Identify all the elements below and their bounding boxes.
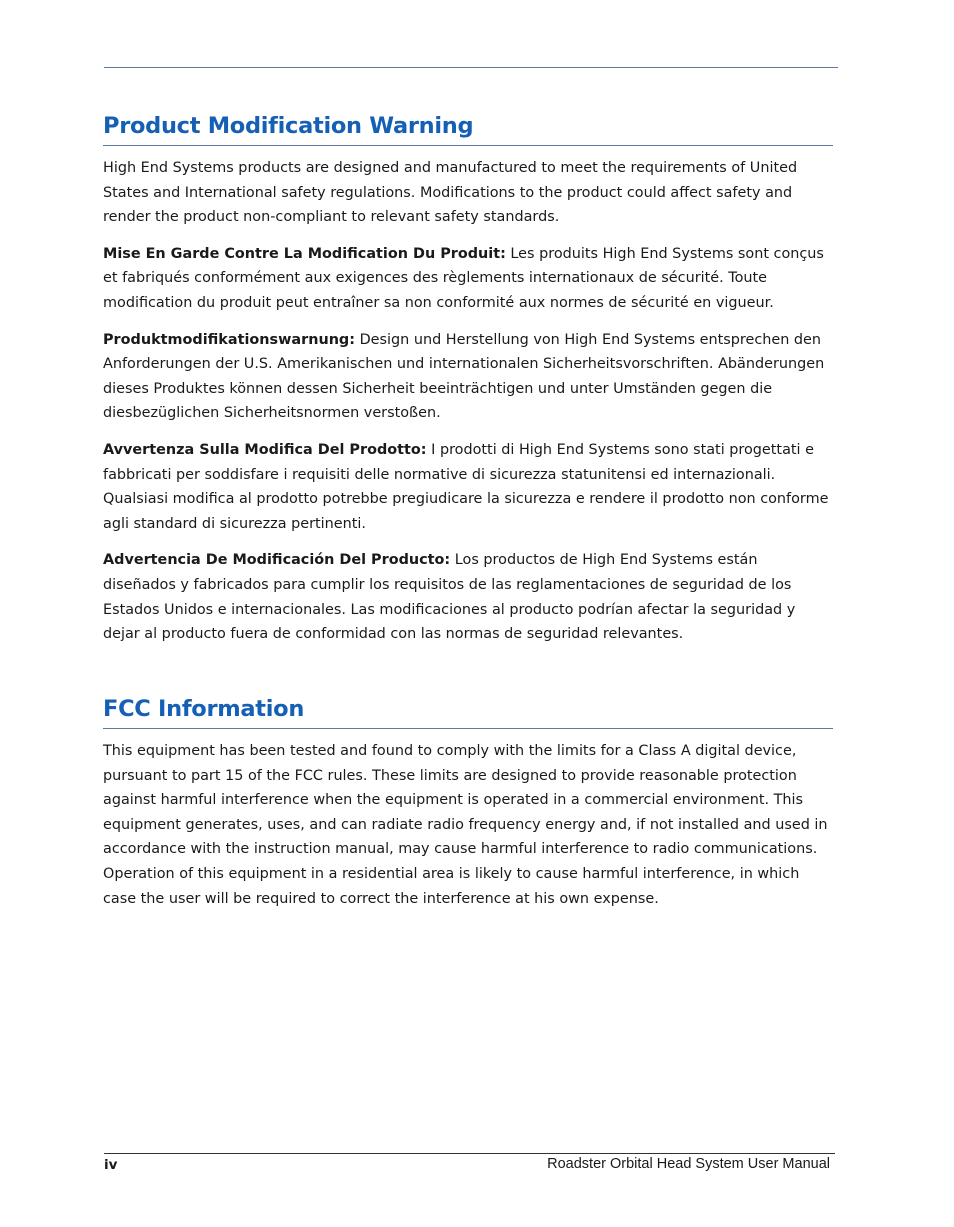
paragraph-english: [103, 156, 833, 230]
section-heading-product-modification: Product Modification Warning: [103, 112, 833, 146]
paragraph-french: [103, 242, 833, 316]
section-product-modification-warning: [103, 112, 833, 647]
paragraph-body: Design und Herstellung von High End Systems entsprechen den Anforderungen der U.S. Amerikanischen und internationalen Sicherheitsvorschriften. Abänderungen dieses Produktes können dessen Sicherheit beeinträchtigen und unter Umständen gegen die diesbezüglichen Sicherheitsnormen verstoßen.: [103, 331, 825, 422]
header-rule: [104, 67, 838, 68]
paragraph-body: I prodotti di High End Systems sono stati progettati e fabbricati per soddisfare i requisiti delle normative di sicurezza statunitensi ed internazionali. Qualsiasi modifica al prodotto potrebbe pregiudicare la sicurezza e rendere il prodotto non conforme agli standard di sicurezza pertinenti.: [103, 441, 829, 532]
paragraph-italian: [103, 438, 833, 536]
manual-title: Roadster Orbital Head System User Manual: [547, 1156, 830, 1172]
section-heading-fcc: FCC Information: [103, 695, 833, 729]
paragraph-lead: Mise En Garde Contre La Modification Du Produit:: [103, 245, 506, 262]
paragraph-lead: Produktmodifikationswarnung:: [103, 331, 355, 348]
page-number: iv: [104, 1157, 118, 1173]
footer-rule: [104, 1153, 835, 1154]
paragraph-german: [103, 328, 833, 426]
section-fcc-information: [103, 695, 833, 911]
paragraph-fcc: This equipment has been tested and found to comply with the limits for a Class A digital device, pursuant to part 15 of the FCC rules. These limits are designed to provide reasonable protection against harmful interference when the equipment is operated in a commercial environment. This equipment generates, uses, and can radiate radio frequency energy and, if not installed and used in accordance with the instruction manual, may cause harmful interference to radio communications. Operation of this equipment in a residential area is likely to cause harmful interference, in which case the user will be required to correct the interference at his own expense.: [103, 743, 828, 907]
paragraph-body: High End Systems products are designed and manufactured to meet the requirements of United States and International safety regulations. Modifications to the product could affect safety and render the product non-compliant to relevant safety standards.: [103, 160, 798, 226]
paragraph-body: Los productos de High End Systems están diseñados y fabricados para cumplir los requisitos de las reglamentaciones de seguridad de los Estados Unidos e internacionales. Las modificaciones al producto podrían afectar la seguridad y dejar al producto fuera de conformidad con las normas de seguridad relevantes.: [103, 552, 796, 643]
paragraph-spanish: [103, 548, 833, 646]
paragraph-body: Les produits High End Systems sont conçus et fabriqués conformément aux exigences des règlements internationaux de sécurité. Toute modification du produit peut entraîner sa non conformité aux normes de sécurité en vigueur.: [103, 245, 824, 311]
paragraph-lead: Avvertenza Sulla Modifica Del Prodotto:: [103, 441, 427, 458]
paragraph-lead: Advertencia De Modificación Del Producto:: [103, 552, 451, 569]
